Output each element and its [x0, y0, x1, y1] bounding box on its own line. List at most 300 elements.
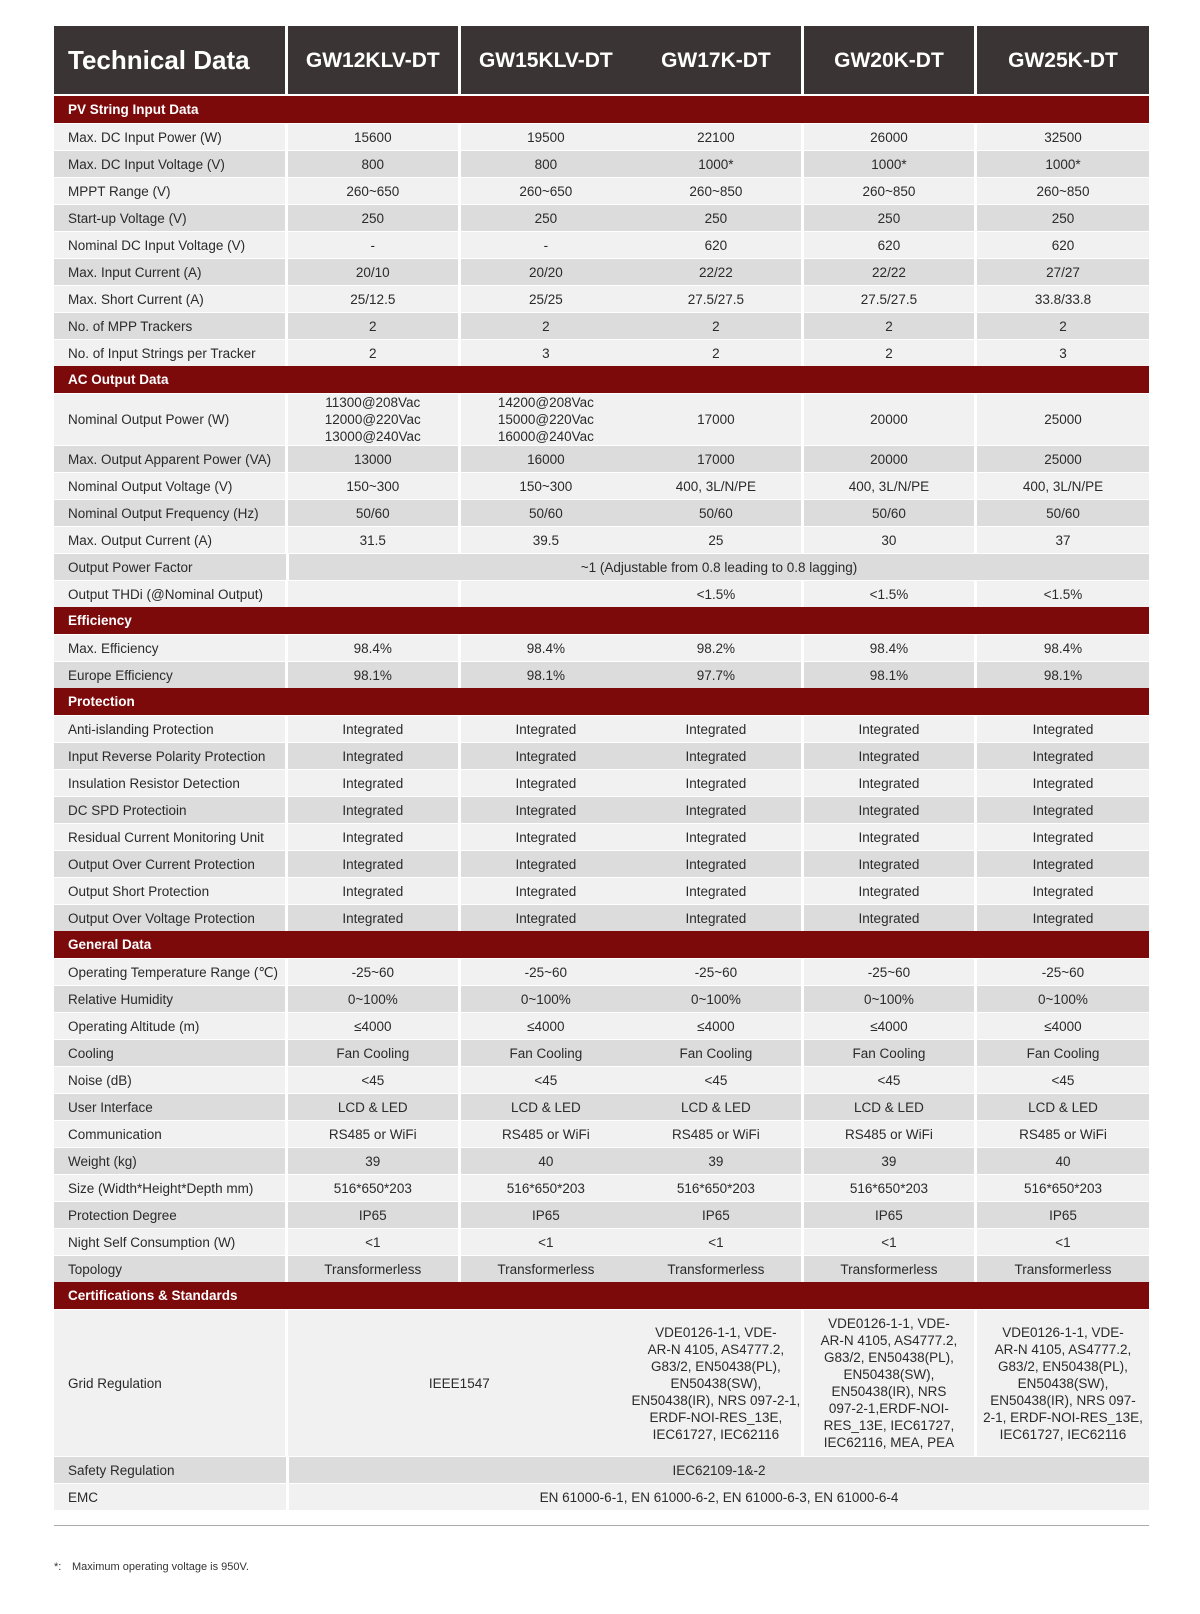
cell-value: 98.4%: [288, 635, 458, 661]
cell-line: RES_13E, IEC61727,: [823, 1418, 955, 1433]
cell-value: [288, 394, 458, 445]
cell-value: 0~100%: [288, 986, 458, 1012]
cell-value: [461, 394, 631, 445]
cell-value: Integrated: [631, 878, 801, 904]
cell-value-merged: EN 61000-6-1, EN 61000-6-2, EN 61000-6-3, EN 61000-6-4: [289, 1484, 1149, 1510]
cell-value: Integrated: [288, 878, 458, 904]
section-header-efficiency: [54, 607, 1149, 634]
cell-value: <1: [288, 1229, 458, 1255]
cell-value: 516*650*203: [288, 1175, 458, 1201]
cell-value: ≤4000: [288, 1013, 458, 1039]
row-label: Size (Width*Height*Depth mm): [54, 1175, 285, 1201]
cell-line: 12000@220Vac: [324, 412, 421, 427]
model-header: GW20K-DT: [804, 26, 974, 94]
table-row: [54, 1229, 1149, 1255]
table-row: [54, 743, 1149, 769]
cell-value: 260~850: [804, 178, 974, 204]
cell-value: 13000: [288, 446, 458, 472]
cell-value: [288, 581, 458, 607]
table-row: [54, 716, 1149, 742]
cell-value: 620: [977, 232, 1149, 258]
cell-value: [977, 1310, 1149, 1456]
cell-line: 2-1, ERDF-NOI-RES_13E,: [983, 1409, 1143, 1425]
row-label: Nominal Output Frequency (Hz): [54, 500, 285, 526]
table-row-safety-regulation: [54, 1457, 1149, 1483]
cell-value: Integrated: [977, 851, 1149, 877]
cell-value: 3: [977, 340, 1149, 366]
cell-line: EN50438(IR), NRS: [831, 1384, 947, 1399]
cell-value: Integrated: [631, 905, 801, 931]
cell-value: 39.5: [461, 527, 631, 553]
cell-value: -25~60: [804, 959, 974, 985]
cell-value: ≤4000: [631, 1013, 801, 1039]
table-row: [54, 232, 1149, 258]
cell-value: 15600: [288, 124, 458, 150]
general-rows: [54, 959, 1149, 1282]
cell-value: [804, 1310, 974, 1456]
table-row-emc: [54, 1484, 1149, 1510]
table-row: [54, 1202, 1149, 1228]
row-label: Nominal Output Voltage (V): [54, 473, 285, 499]
cell-value: 40: [977, 1148, 1149, 1174]
row-label: Output THDi (@Nominal Output): [54, 581, 285, 607]
cell-value: 17000: [631, 446, 801, 472]
cell-value: Integrated: [804, 905, 974, 931]
cell-value: 3: [461, 340, 631, 366]
row-label: Output Over Current Protection: [54, 851, 285, 877]
table-row: [54, 1040, 1149, 1066]
cell-value: <1: [631, 1229, 801, 1255]
cell-value: Integrated: [631, 770, 801, 796]
section-title: Certifications & Standards: [68, 1288, 238, 1303]
cell-value: <45: [977, 1067, 1149, 1093]
row-label: Communication: [54, 1121, 285, 1147]
cell-value: LCD & LED: [977, 1094, 1149, 1120]
cell-value: IP65: [461, 1202, 631, 1228]
cell-value: 50/60: [631, 500, 801, 526]
cell-value: 50/60: [288, 500, 458, 526]
row-label: No. of Input Strings per Tracker: [54, 340, 285, 366]
cell-value: 16000: [461, 446, 631, 472]
cell-value: 25: [631, 527, 801, 553]
cell-value-merged: ~1 (Adjustable from 0.8 leading to 0.8 lagging): [289, 554, 1149, 580]
cell-value: <45: [461, 1067, 631, 1093]
cell-value: Transformerless: [631, 1256, 801, 1282]
cell-value: <1: [461, 1229, 631, 1255]
cell-value: LCD & LED: [288, 1094, 458, 1120]
cell-line: AR-N 4105, AS4777.2,: [647, 1341, 785, 1357]
cell-value: Integrated: [804, 797, 974, 823]
cell-line: EN50438(SW),: [1017, 1375, 1109, 1391]
cell-value: [631, 1310, 801, 1456]
cell-value: Integrated: [461, 824, 631, 850]
cell-value: 98.1%: [288, 662, 458, 688]
cell-value: <1.5%: [631, 581, 801, 607]
cell-value: Integrated: [977, 824, 1149, 850]
cell-value: 39: [288, 1148, 458, 1174]
cell-value: Integrated: [288, 824, 458, 850]
cell-value: 32500: [977, 124, 1149, 150]
cell-value: <1: [804, 1229, 974, 1255]
cell-value: 620: [631, 232, 801, 258]
cell-value: Integrated: [631, 851, 801, 877]
row-label: Cooling: [54, 1040, 285, 1066]
cell-line: VDE0126-1-1, VDE-: [1002, 1324, 1124, 1340]
cell-value: ≤4000: [804, 1013, 974, 1039]
cell-value: 27.5/27.5: [804, 286, 974, 312]
cell-value: 98.1%: [804, 662, 974, 688]
table-row: [54, 527, 1149, 553]
row-label: DC SPD Protectioin: [54, 797, 285, 823]
cell-line: VDE0126-1-1, VDE-: [655, 1324, 777, 1340]
cell-value: 620: [804, 232, 974, 258]
cell-value: 20/10: [288, 259, 458, 285]
cell-value: Fan Cooling: [977, 1040, 1149, 1066]
cell-line: ERDF-NOI-RES_13E,: [649, 1409, 783, 1425]
model-header: GW15KLV-DT: [461, 26, 631, 94]
cell-value: 98.4%: [461, 635, 631, 661]
section-header-protection: [54, 688, 1149, 715]
cell-line: 14200@208Vac: [497, 395, 594, 410]
model-header: GW25K-DT: [977, 26, 1149, 94]
cell-value: [461, 581, 631, 607]
cell-value-merged: IEC62109-1&-2: [289, 1457, 1149, 1483]
row-label: Protection Degree: [54, 1202, 285, 1228]
table-row: [54, 905, 1149, 931]
table-row-nominal-output-power: [54, 394, 1149, 445]
row-label: Max. Output Current (A): [54, 527, 285, 553]
row-label: Max. Short Current (A): [54, 286, 285, 312]
cell-value: 0~100%: [461, 986, 631, 1012]
cell-line: AR-N 4105, AS4777.2,: [820, 1333, 958, 1348]
table-row: [54, 662, 1149, 688]
row-label: Safety Regulation: [54, 1457, 286, 1483]
cell-line: IEC62116, MEA, PEA: [823, 1435, 955, 1450]
cell-line: IEC61727, IEC62116: [652, 1426, 780, 1442]
cell-value: IP65: [631, 1202, 801, 1228]
cell-value: 0~100%: [631, 986, 801, 1012]
cell-value: 98.1%: [461, 662, 631, 688]
table-row: [54, 124, 1149, 150]
cell-value: 2: [631, 340, 801, 366]
cell-value: IP65: [804, 1202, 974, 1228]
table-row: [54, 1175, 1149, 1201]
cell-value: 39: [631, 1148, 801, 1174]
table-row: [54, 178, 1149, 204]
cell-value: 98.4%: [804, 635, 974, 661]
row-label: Max. DC Input Power (W): [54, 124, 285, 150]
cell-value: 260~650: [288, 178, 458, 204]
row-label: Grid Regulation: [54, 1310, 285, 1456]
table-row: [54, 259, 1149, 285]
cell-line: G83/2, EN50438(PL),: [824, 1350, 954, 1365]
cell-value: Transformerless: [977, 1256, 1149, 1282]
footer-divider: [54, 1525, 1149, 1526]
cell-value: 2: [804, 313, 974, 339]
table-row: [54, 1013, 1149, 1039]
cell-value: <45: [804, 1067, 974, 1093]
row-label: Output Power Factor: [54, 554, 286, 580]
cell-value: <45: [288, 1067, 458, 1093]
row-label: EMC: [54, 1484, 286, 1510]
cell-value: 2: [461, 313, 631, 339]
cell-value: 2: [631, 313, 801, 339]
cell-value: Integrated: [631, 716, 801, 742]
cell-value: 25/25: [461, 286, 631, 312]
section-title: Efficiency: [68, 613, 132, 628]
cell-value: Integrated: [288, 851, 458, 877]
section-header-ac: [54, 366, 1149, 393]
cell-value: 250: [804, 205, 974, 231]
cell-value: Integrated: [461, 851, 631, 877]
row-label: Start-up Voltage (V): [54, 205, 285, 231]
section-title: AC Output Data: [68, 372, 169, 387]
cell-value: 37: [977, 527, 1149, 553]
cell-value: RS485 or WiFi: [461, 1121, 631, 1147]
cell-value: 250: [977, 205, 1149, 231]
cell-value: 250: [631, 205, 801, 231]
section-header-pv: [54, 96, 1149, 123]
section-title: PV String Input Data: [68, 102, 199, 117]
cell-value: Fan Cooling: [631, 1040, 801, 1066]
cell-value: Integrated: [977, 797, 1149, 823]
cell-value: Integrated: [977, 878, 1149, 904]
table-row: [54, 1148, 1149, 1174]
cell-value: Integrated: [804, 743, 974, 769]
page-title: Technical Data: [54, 26, 285, 94]
cell-value: Transformerless: [288, 1256, 458, 1282]
cell-value: 2: [977, 313, 1149, 339]
cell-value: 0~100%: [804, 986, 974, 1012]
cell-value: 516*650*203: [977, 1175, 1149, 1201]
cell-value: 260~850: [631, 178, 801, 204]
cell-value: 516*650*203: [461, 1175, 631, 1201]
cell-value: 250: [461, 205, 631, 231]
cell-value: 1000*: [977, 151, 1149, 177]
cell-line: VDE0126-1-1, VDE-: [828, 1316, 950, 1331]
cell-value: Integrated: [288, 743, 458, 769]
section-header-general: [54, 931, 1149, 958]
cell-line: 16000@240Vac: [497, 429, 594, 444]
table-row: [54, 1121, 1149, 1147]
row-label: Nominal DC Input Voltage (V): [54, 232, 285, 258]
row-label: Output Short Protection: [54, 878, 285, 904]
cell-value: 33.8/33.8: [977, 286, 1149, 312]
table-row: [54, 959, 1149, 985]
table-row: [54, 1094, 1149, 1120]
cell-value: Integrated: [977, 770, 1149, 796]
cell-value: Integrated: [804, 851, 974, 877]
cell-value: 97.7%: [631, 662, 801, 688]
cell-value: 50/60: [461, 500, 631, 526]
cell-value: Integrated: [461, 770, 631, 796]
model-header: GW17K-DT: [631, 26, 801, 94]
row-label: Nominal Output Power (W): [54, 394, 285, 445]
cell-value: 30: [804, 527, 974, 553]
cell-value: 400, 3L/N/PE: [977, 473, 1149, 499]
row-label: Max. DC Input Voltage (V): [54, 151, 285, 177]
cell-value: 400, 3L/N/PE: [804, 473, 974, 499]
cell-value: Fan Cooling: [288, 1040, 458, 1066]
cell-value: Integrated: [631, 824, 801, 850]
cell-value: 39: [804, 1148, 974, 1174]
table-row: [54, 851, 1149, 877]
cell-line: G83/2, EN50438(PL),: [650, 1358, 781, 1374]
cell-value: 17000: [631, 394, 801, 445]
cell-value: Transformerless: [461, 1256, 631, 1282]
cell-value: 98.2%: [631, 635, 801, 661]
cell-value: 50/60: [977, 500, 1149, 526]
cell-value: 22/22: [804, 259, 974, 285]
row-label: Anti-islanding Protection: [54, 716, 285, 742]
table-row-output-power-factor: [54, 554, 1149, 580]
cell-value: Integrated: [977, 905, 1149, 931]
cell-value: Integrated: [977, 743, 1149, 769]
cell-line: 13000@240Vac: [324, 429, 421, 444]
row-label: Max. Input Current (A): [54, 259, 285, 285]
cell-line: EN50438(IR), NRS 097-: [990, 1392, 1136, 1408]
cell-value: Integrated: [461, 905, 631, 931]
row-label: Max. Output Apparent Power (VA): [54, 446, 285, 472]
section-title: General Data: [68, 937, 152, 952]
cell-value: 400, 3L/N/PE: [631, 473, 801, 499]
cell-value: 2: [288, 313, 458, 339]
footnote-text: Maximum operating voltage is 950V.: [72, 1561, 249, 1573]
cell-value: 20000: [804, 394, 974, 445]
cell-line: IEC61727, IEC62116: [999, 1426, 1127, 1442]
row-label: Relative Humidity: [54, 986, 285, 1012]
cell-value: <1.5%: [977, 581, 1149, 607]
cell-value: 800: [461, 151, 631, 177]
row-label: Weight (kg): [54, 1148, 285, 1174]
cell-value: Integrated: [631, 743, 801, 769]
cell-value: 27/27: [977, 259, 1149, 285]
row-label: Operating Altitude (m): [54, 1013, 285, 1039]
cell-value: RS485 or WiFi: [288, 1121, 458, 1147]
cell-value: LCD & LED: [631, 1094, 801, 1120]
cell-value: 22100: [631, 124, 801, 150]
cell-value: 2: [288, 340, 458, 366]
cell-value: Integrated: [461, 878, 631, 904]
cell-value: -: [288, 232, 458, 258]
cell-value: 150~300: [461, 473, 631, 499]
cell-value: -25~60: [288, 959, 458, 985]
cell-value: Integrated: [804, 716, 974, 742]
footnote-mark: *:: [54, 1561, 62, 1573]
cell-value: 31.5: [288, 527, 458, 553]
table-row: [54, 286, 1149, 312]
cell-line: EN50438(SW),: [670, 1375, 762, 1391]
cell-value: Integrated: [977, 716, 1149, 742]
cell-value: 98.4%: [977, 635, 1149, 661]
cell-value: 50/60: [804, 500, 974, 526]
cell-value: Integrated: [288, 770, 458, 796]
cell-value: 250: [288, 205, 458, 231]
cell-value: 20/20: [461, 259, 631, 285]
cell-value: 25/12.5: [288, 286, 458, 312]
row-label: No. of MPP Trackers: [54, 313, 285, 339]
table-row: [54, 500, 1149, 526]
cell-line: 097-2-1,ERDF-NOI-: [828, 1401, 949, 1416]
cell-value: LCD & LED: [804, 1094, 974, 1120]
cell-value: 19500: [461, 124, 631, 150]
cell-value: 516*650*203: [804, 1175, 974, 1201]
cell-value: -: [461, 232, 631, 258]
table-row: [54, 986, 1149, 1012]
cell-value: 260~650: [461, 178, 631, 204]
row-label: Night Self Consumption (W): [54, 1229, 285, 1255]
technical-data-sheet: [54, 26, 1149, 1510]
row-label: Output Over Voltage Protection: [54, 905, 285, 931]
cell-value: RS485 or WiFi: [977, 1121, 1149, 1147]
cell-line: AR-N 4105, AS4777.2,: [994, 1341, 1132, 1357]
cell-line: 11300@208Vac: [325, 395, 421, 410]
row-label: MPPT Range (V): [54, 178, 285, 204]
row-label: Residual Current Monitoring Unit: [54, 824, 285, 850]
cell-value: Integrated: [461, 716, 631, 742]
row-label: Noise (dB): [54, 1067, 285, 1093]
cell-value: 150~300: [288, 473, 458, 499]
section-header-certifications: [54, 1282, 1149, 1309]
table-row-grid-regulation: [54, 1310, 1149, 1456]
cell-value: 1000*: [631, 151, 801, 177]
cell-value: Integrated: [288, 716, 458, 742]
cell-value: 22/22: [631, 259, 801, 285]
cell-value: 0~100%: [977, 986, 1149, 1012]
ac-rows: [54, 446, 1149, 553]
cell-value: 260~850: [977, 178, 1149, 204]
model-header: GW12KLV-DT: [288, 26, 458, 94]
cell-value-merged: IEEE1547: [288, 1310, 631, 1456]
table-row: [54, 635, 1149, 661]
table-row: [54, 205, 1149, 231]
table-row: [54, 1067, 1149, 1093]
cell-value: -25~60: [977, 959, 1149, 985]
table-row: [54, 797, 1149, 823]
row-label: Operating Temperature Range (℃): [54, 959, 285, 985]
cell-value: Integrated: [804, 824, 974, 850]
efficiency-rows: [54, 635, 1149, 688]
row-label: Topology: [54, 1256, 285, 1282]
cell-line: 15000@220Vac: [497, 412, 594, 427]
row-label: Europe Efficiency: [54, 662, 285, 688]
cell-value: Integrated: [631, 797, 801, 823]
row-label: User Interface: [54, 1094, 285, 1120]
cell-value: 25000: [977, 394, 1149, 445]
cell-value: IP65: [288, 1202, 458, 1228]
cell-value: Transformerless: [804, 1256, 974, 1282]
cell-value: 40: [461, 1148, 631, 1174]
cell-value: Integrated: [288, 797, 458, 823]
table-header: [54, 26, 1149, 94]
cell-value: -25~60: [461, 959, 631, 985]
cell-value: 25000: [977, 446, 1149, 472]
cell-value: Fan Cooling: [804, 1040, 974, 1066]
row-label: Input Reverse Polarity Protection: [54, 743, 285, 769]
cell-value: 516*650*203: [631, 1175, 801, 1201]
cell-value: Integrated: [288, 905, 458, 931]
cell-value: RS485 or WiFi: [804, 1121, 974, 1147]
table-row: [54, 770, 1149, 796]
row-label: Max. Efficiency: [54, 635, 285, 661]
cell-line: EN50438(SW),: [843, 1367, 935, 1382]
table-row: [54, 824, 1149, 850]
footnote: [54, 1561, 249, 1573]
cell-line: EN50438(IR), NRS 097-2-1,: [631, 1392, 801, 1408]
cell-value: 800: [288, 151, 458, 177]
cell-value: 1000*: [804, 151, 974, 177]
cell-value: Integrated: [804, 878, 974, 904]
